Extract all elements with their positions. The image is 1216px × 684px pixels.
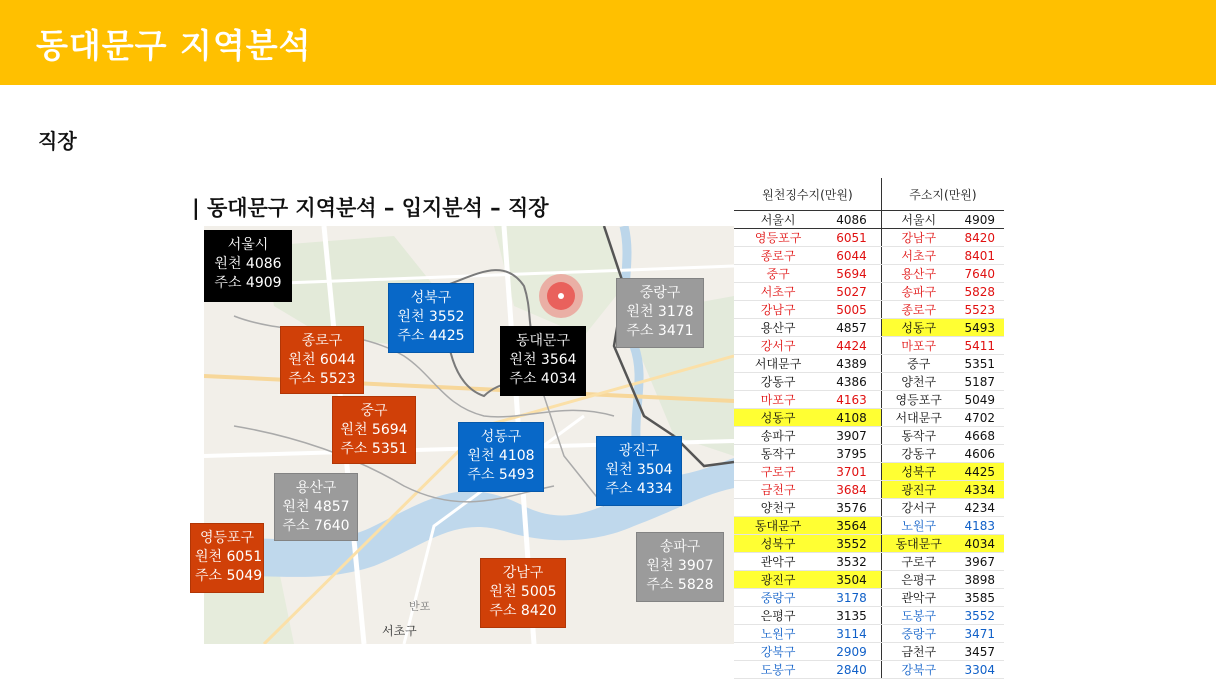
district-name: 중구 (360, 403, 388, 419)
wonchun-value: 4108 (822, 409, 881, 427)
juso-district: 서울시 (881, 211, 955, 229)
district-juso: 주소 5351 (340, 441, 408, 457)
table-row (734, 499, 1004, 517)
district-name: 중랑구 (639, 285, 681, 301)
district-juso: 주소 3471 (626, 323, 694, 339)
table-row (734, 319, 1004, 337)
juso-value: 5187 (956, 373, 1004, 391)
district-wonchun: 원천 3178 (626, 304, 694, 320)
juso-value: 3898 (956, 571, 1004, 589)
district-wonchun: 원천 5005 (489, 584, 557, 600)
table-row (734, 643, 1004, 661)
juso-value: 5351 (956, 355, 1004, 373)
juso-value: 5523 (956, 301, 1004, 319)
wonchun-district: 광진구 (734, 571, 822, 589)
district-name: 서울시 (227, 237, 269, 253)
wonchun-value: 3701 (822, 463, 881, 481)
juso-district: 동대문구 (881, 535, 955, 553)
district-name: 영등포구 (199, 530, 255, 546)
juso-value: 5828 (956, 283, 1004, 301)
district-wonchun: 원천 3564 (509, 352, 577, 368)
table-row (734, 373, 1004, 391)
juso-value: 8401 (956, 247, 1004, 265)
district-box-jungnang (616, 278, 704, 348)
juso-district: 금천구 (881, 643, 955, 661)
wonchun-value: 4386 (822, 373, 881, 391)
district-juso: 주소 4034 (509, 371, 577, 387)
table-row (734, 445, 1004, 463)
header-juso: 주소지(만원) (881, 178, 1004, 211)
ranking-table (734, 178, 1004, 677)
juso-district: 광진구 (881, 481, 955, 499)
district-juso: 주소 5049 (195, 568, 263, 584)
wonchun-district: 서초구 (734, 283, 822, 301)
district-wonchun: 원천 4108 (467, 448, 535, 464)
district-wonchun: 원천 6044 (288, 352, 356, 368)
wonchun-district: 양천구 (734, 499, 822, 517)
juso-value: 3304 (956, 661, 1004, 679)
wonchun-district: 은평구 (734, 607, 822, 625)
page-title: 동대문구 지역분석 (36, 26, 312, 65)
wonchun-district: 송파구 (734, 427, 822, 445)
table-row (734, 391, 1004, 409)
wonchun-value: 3114 (822, 625, 881, 643)
district-name: 송파구 (659, 539, 701, 555)
wonchun-value: 3684 (822, 481, 881, 499)
district-juso: 주소 5828 (646, 577, 714, 593)
wonchun-value: 6044 (822, 247, 881, 265)
juso-district: 송파구 (881, 283, 955, 301)
table-row (734, 661, 1004, 679)
juso-district: 마포구 (881, 337, 955, 355)
wonchun-district: 성동구 (734, 409, 822, 427)
juso-district: 성동구 (881, 319, 955, 337)
juso-district: 양천구 (881, 373, 955, 391)
juso-value: 4606 (956, 445, 1004, 463)
district-box-jung (332, 396, 416, 464)
wonchun-value: 3907 (822, 427, 881, 445)
juso-value: 4334 (956, 481, 1004, 499)
district-name: 광진구 (618, 443, 660, 459)
wonchun-district: 동작구 (734, 445, 822, 463)
slide-header (0, 0, 1216, 85)
juso-district: 중랑구 (881, 625, 955, 643)
wonchun-district: 마포구 (734, 391, 822, 409)
table-row (734, 625, 1004, 643)
wonchun-district: 구로구 (734, 463, 822, 481)
district-box-songpa (636, 532, 724, 602)
juso-value: 4034 (956, 535, 1004, 553)
district-box-seoul (204, 230, 292, 302)
juso-district: 서대문구 (881, 409, 955, 427)
table-row (734, 553, 1004, 571)
district-wonchun: 원천 4086 (214, 256, 282, 272)
wonchun-value: 5694 (822, 265, 881, 283)
figure-title: | 동대문구 지역분석 – 입지분석 – 직장 (192, 196, 549, 220)
wonchun-district: 관악구 (734, 553, 822, 571)
wonchun-district: 중구 (734, 265, 822, 283)
table-row (734, 265, 1004, 283)
wonchun-district: 서대문구 (734, 355, 822, 373)
juso-district: 용산구 (881, 265, 955, 283)
wonchun-district: 성북구 (734, 535, 822, 553)
district-name: 동대문구 (515, 333, 571, 349)
juso-district: 서초구 (881, 247, 955, 265)
juso-value: 4234 (956, 499, 1004, 517)
wonchun-value: 3795 (822, 445, 881, 463)
table-row (734, 211, 1004, 229)
district-wonchun: 원천 3907 (646, 558, 714, 574)
wonchun-district: 강서구 (734, 337, 822, 355)
juso-district: 강남구 (881, 229, 955, 247)
wonchun-value: 4857 (822, 319, 881, 337)
table-row (734, 337, 1004, 355)
juso-value: 3552 (956, 607, 1004, 625)
district-juso: 주소 8420 (489, 603, 557, 619)
header-wonchun: 원천징수지(만원) (734, 178, 881, 211)
table-row (734, 463, 1004, 481)
wonchun-district: 강남구 (734, 301, 822, 319)
juso-district: 구로구 (881, 553, 955, 571)
district-box-seongbuk (388, 283, 474, 353)
district-box-jongno (280, 326, 364, 394)
table-row (734, 607, 1004, 625)
wonchun-district: 종로구 (734, 247, 822, 265)
juso-district: 성북구 (881, 463, 955, 481)
juso-value: 5493 (956, 319, 1004, 337)
juso-value: 4668 (956, 427, 1004, 445)
table-row (734, 355, 1004, 373)
wonchun-value: 3135 (822, 607, 881, 625)
juso-value: 4702 (956, 409, 1004, 427)
wonchun-district: 서울시 (734, 211, 822, 229)
wonchun-value: 2840 (822, 661, 881, 679)
juso-district: 종로구 (881, 301, 955, 319)
table-row (734, 589, 1004, 607)
juso-value: 4183 (956, 517, 1004, 535)
wonchun-district: 용산구 (734, 319, 822, 337)
district-box-dongdaemun (500, 326, 586, 396)
analysis-figure (190, 178, 1006, 677)
table-row (734, 517, 1004, 535)
wonchun-district: 강북구 (734, 643, 822, 661)
table-row (734, 229, 1004, 247)
juso-value: 5411 (956, 337, 1004, 355)
district-juso: 주소 4909 (214, 275, 282, 291)
wonchun-value: 4424 (822, 337, 881, 355)
juso-value: 3967 (956, 553, 1004, 571)
wonchun-district: 영등포구 (734, 229, 822, 247)
district-box-gangnam (480, 558, 566, 628)
district-name: 종로구 (301, 333, 343, 349)
juso-district: 영등포구 (881, 391, 955, 409)
district-juso: 주소 5493 (467, 467, 535, 483)
juso-district: 강북구 (881, 661, 955, 679)
table-row (734, 427, 1004, 445)
table-row (734, 571, 1004, 589)
table-header-row (734, 178, 1004, 211)
wonchun-district: 금천구 (734, 481, 822, 499)
wonchun-value: 3178 (822, 589, 881, 607)
district-wonchun: 원천 5694 (340, 422, 408, 438)
juso-value: 3457 (956, 643, 1004, 661)
juso-value: 3585 (956, 589, 1004, 607)
district-wonchun: 원천 6051 (195, 549, 263, 565)
wonchun-value: 5005 (822, 301, 881, 319)
district-juso: 주소 7640 (282, 518, 350, 534)
district-wonchun: 원천 3504 (605, 462, 673, 478)
juso-district: 동작구 (881, 427, 955, 445)
juso-district: 강서구 (881, 499, 955, 517)
wonchun-value: 3576 (822, 499, 881, 517)
wonchun-value: 3564 (822, 517, 881, 535)
wonchun-value: 6051 (822, 229, 881, 247)
wonchun-district: 강동구 (734, 373, 822, 391)
table-body (734, 211, 1004, 679)
map-label-banpo: 반포 (409, 600, 431, 613)
wonchun-value: 3504 (822, 571, 881, 589)
wonchun-district: 도봉구 (734, 661, 822, 679)
juso-value: 3471 (956, 625, 1004, 643)
table-row (734, 481, 1004, 499)
juso-district: 노원구 (881, 517, 955, 535)
juso-value: 4425 (956, 463, 1004, 481)
table-row (734, 409, 1004, 427)
juso-value: 7640 (956, 265, 1004, 283)
district-name: 용산구 (295, 480, 337, 496)
juso-district: 강동구 (881, 445, 955, 463)
district-juso: 주소 4425 (397, 328, 465, 344)
juso-value: 4909 (956, 211, 1004, 229)
district-juso: 주소 4334 (605, 481, 673, 497)
wonchun-value: 3552 (822, 535, 881, 553)
wonchun-district: 동대문구 (734, 517, 822, 535)
district-box-yeongdeungpo (190, 523, 264, 593)
district-wonchun: 원천 3552 (397, 309, 465, 325)
district-name: 강남구 (502, 565, 544, 581)
table-row (734, 535, 1004, 553)
district-name: 성동구 (480, 429, 522, 445)
wonchun-district: 중랑구 (734, 589, 822, 607)
wonchun-value: 4163 (822, 391, 881, 409)
district-juso: 주소 5523 (288, 371, 356, 387)
juso-value: 8420 (956, 229, 1004, 247)
district-box-yongsan (274, 473, 358, 541)
wonchun-value: 2909 (822, 643, 881, 661)
juso-district: 관악구 (881, 589, 955, 607)
juso-value: 5049 (956, 391, 1004, 409)
wonchun-value: 4086 (822, 211, 881, 229)
district-box-gwangjin (596, 436, 682, 506)
wonchun-value: 4389 (822, 355, 881, 373)
juso-district: 중구 (881, 355, 955, 373)
juso-district: 은평구 (881, 571, 955, 589)
table-row (734, 283, 1004, 301)
juso-district: 도봉구 (881, 607, 955, 625)
table-row (734, 301, 1004, 319)
district-name: 성북구 (410, 290, 452, 306)
section-label: 직장 (38, 129, 77, 153)
wonchun-district: 노원구 (734, 625, 822, 643)
district-wonchun: 원천 4857 (282, 499, 350, 515)
wonchun-value: 5027 (822, 283, 881, 301)
district-box-seongdong (458, 422, 544, 492)
table-row (734, 247, 1004, 265)
map-label-seocho: 서초구 (382, 624, 417, 638)
wonchun-value: 3532 (822, 553, 881, 571)
